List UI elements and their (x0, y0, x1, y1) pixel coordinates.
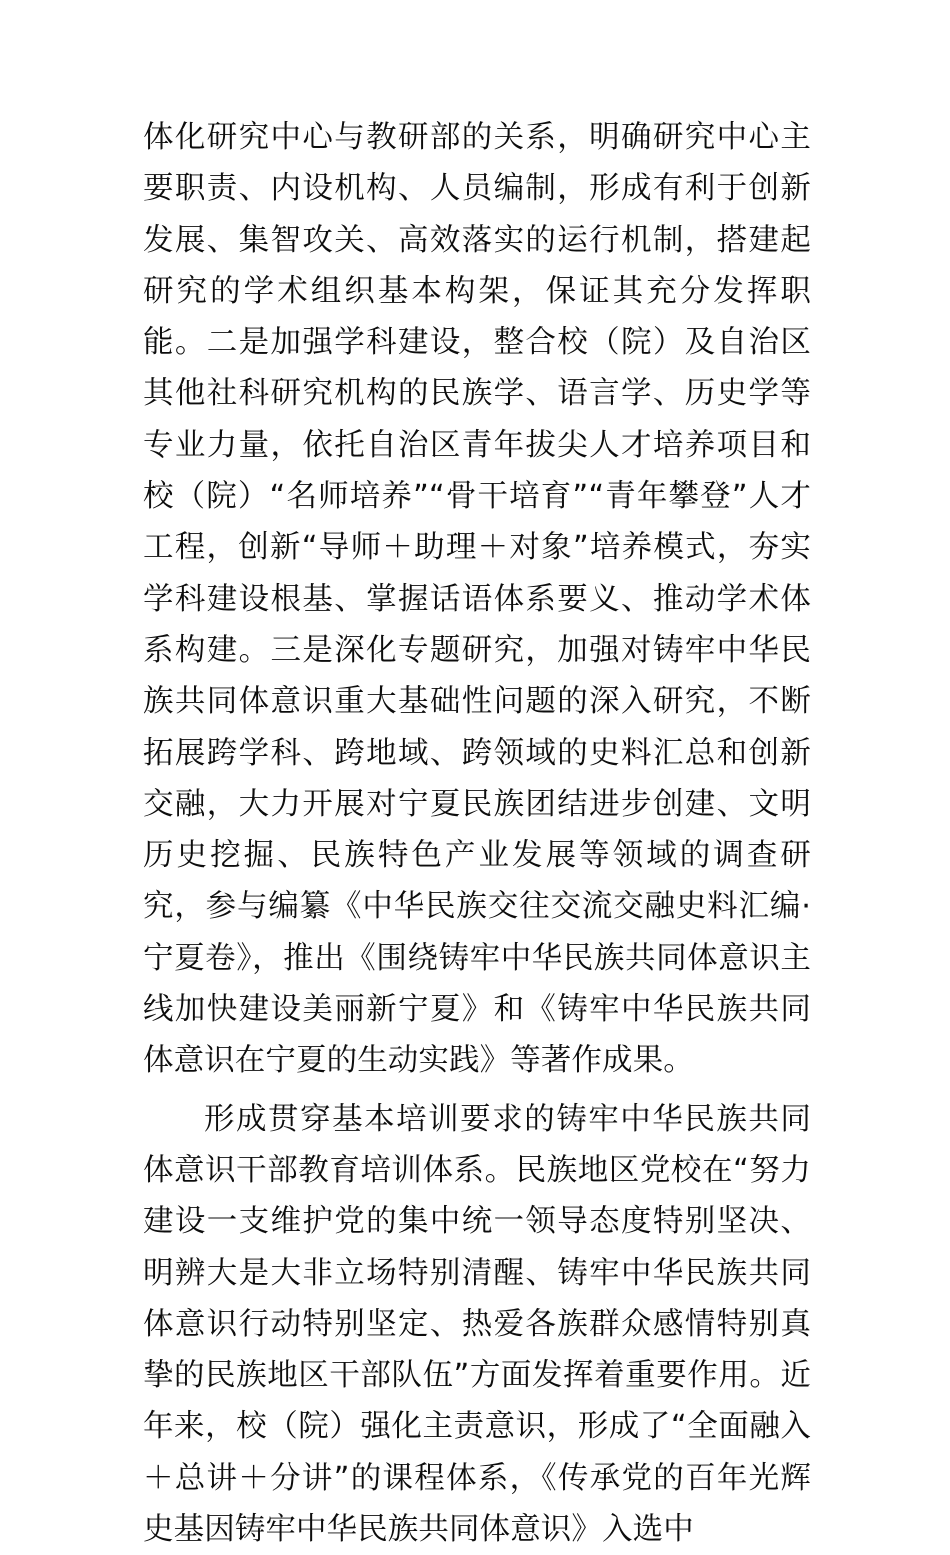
document-body (143, 112, 811, 1555)
body-paragraph-2: 形成贯穿基本培训要求的铸牢中华民族共同体意识干部教育培训体系。民族地区党校在“努力建设一支维护党的集中统一领导态度特别坚决、明辨大是大非立场特别清醒、铸牢中华民族共同体意识行动特别坚定、热爱各族群众感情特别真挚的民族地区干部队伍”方面发挥着重要作用。近年来，校（院）强化主责意识，形成了“全面融入＋总讲＋分讲”的课程体系，《传承党的百年光辉史基因铸牢中华民族共同体意识》入选中 (143, 1101, 811, 1548)
body-paragraph-1: 体化研究中心与教研部的关系，明确研究中心主要职责、内设机构、人员编制，形成有利于创新发展、集智攻关、高效落实的运行机制，搭建起研究的学术组织基本构架，保证其充分发挥职能。二是加强学科建设，整合校（院）及自治区其他社科研究机构的民族学、语言学、历史学等专业力量，依托自治区青年拔尖人才培养项目和校（院）“名师培养”“骨干培育”“青年攀登”人才工程，创新“导师＋助理＋对象”培养模式，夯实学科建设根基、掌握话语体系要义、推动学术体系构建。三是深化专题研究，加强对铸牢中华民族共同体意识重大基础性问题的深入研究，不断拓展跨学科、跨地域、跨领域的史料汇总和创新交融，大力开展对宁夏民族团结进步创建、文明历史挖掘、民族特色产业发展等领域的调查研究，参与编纂《中华民族交往交流交融史料汇编·宁夏卷》，推出《围绕铸牢中华民族共同体意识主线加快建设美丽新宁夏》和《铸牢中华民族共同体意识在宁夏的生动实践》等著作成果。 (143, 120, 811, 1079)
